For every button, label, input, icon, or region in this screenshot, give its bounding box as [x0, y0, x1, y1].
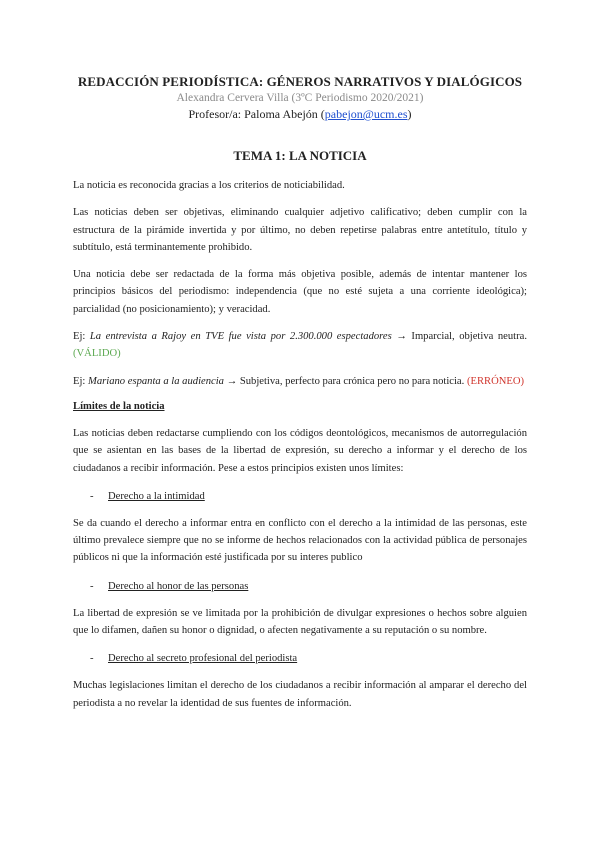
example-headline: Mariano espanta a la audiencia [88, 375, 224, 387]
list-item-privacy [73, 488, 527, 505]
invalid-verdict: (ERRÓNEO) [466, 375, 525, 387]
limits-intro: Las noticias deben redactarse cumpliendo con los códigos deontológicos, mecanismos de autorregulación que se asientan en las bases de la libertad de expresión, su derecho a informar y el derecho de los ciudadanos a recibir información. Pese a estos principios existen unos límites: [73, 427, 527, 474]
list-item-label: Derecho al honor de las personas [108, 580, 249, 592]
valid-verdict: (VÁLIDO) [73, 348, 121, 360]
author-line: Alexandra Cervera Villa (3ºC Periodismo 2020/2021) [176, 92, 424, 104]
example-prefix: Ej: [73, 331, 90, 343]
teacher-prefix: Profesor/a: Paloma Abejón ( [188, 107, 325, 121]
section-title: TEMA 1: LA NOTICIA [233, 148, 367, 163]
course-title: REDACCIÓN PERIODÍSTICA: GÉNEROS NARRATIVOS Y DIALÓGICOS [77, 74, 523, 89]
example-valid [73, 328, 527, 363]
teacher-email-link[interactable]: pabejon@ucm.es [324, 107, 408, 121]
paragraph-criteria: La noticia es reconocida gracias a los criterios de noticiabilidad. [73, 180, 345, 191]
list-item-label: Derecho al secreto profesional del periodista [108, 653, 298, 665]
example-comment: → Imparcial, objetiva neutra. [391, 331, 527, 343]
example-prefix: Ej: [73, 375, 89, 387]
secrecy-paragraph: Muchas legislaciones limitan el derecho de los ciudadanos a recibir información al amparar el derecho del periodista a no revelar la identidad de sus fuentes de información. [73, 680, 527, 709]
list-dash: - [90, 653, 94, 665]
limits-heading: Límites de la noticia [73, 400, 165, 412]
document-page [73, 74, 527, 712]
list-item-secrecy [73, 650, 527, 667]
teacher-line [73, 107, 527, 122]
teacher-suffix: ) [407, 107, 412, 121]
paragraph-principles: Una noticia debe ser redactada de la forma más objetiva posible, además de intentar mantener los principios básicos del periodismo: independencia (que no esté sujeta a una corriente ideológica); parcialidad (no posicionamiento); y veracidad. [73, 269, 527, 315]
example-invalid [73, 373, 527, 390]
list-dash: - [90, 580, 94, 592]
list-dash: - [90, 490, 94, 502]
paragraph-objectivity: Las noticias deben ser objetivas, eliminando cualquier adjetivo calificativo; deben cumplir con la estructura de la pirámide invertida y por último, no deben repetirse palabras entre antetítulo, título y subtítulo, está terminantemente prohibido. [73, 207, 527, 253]
list-item-label: Derecho a la intimidad [108, 490, 205, 502]
example-comment: → Subjetiva, perfecto para crónica pero no para noticia. [223, 375, 465, 387]
honor-paragraph: La libertad de expresión se ve limitada por la prohibición de divulgar expresiones o hechos sobre alguien que lo difamen, dañen su honor o dignidad, o afecten negativamente a su reputación o su nombre. [73, 607, 527, 637]
example-headline: La entrevista a Rajoy en TVE fue vista por 2.300.000 espectadores [89, 331, 392, 343]
list-item-honor [73, 578, 527, 595]
privacy-paragraph: Se da cuando el derecho a informar entra en conflicto con el derecho a la intimidad de las personas, este último prevalece siempre que no se informe de hechos relacionados con la actividad pública de personajes públicos ni que la información esté justificada por su interes publico [73, 517, 527, 564]
